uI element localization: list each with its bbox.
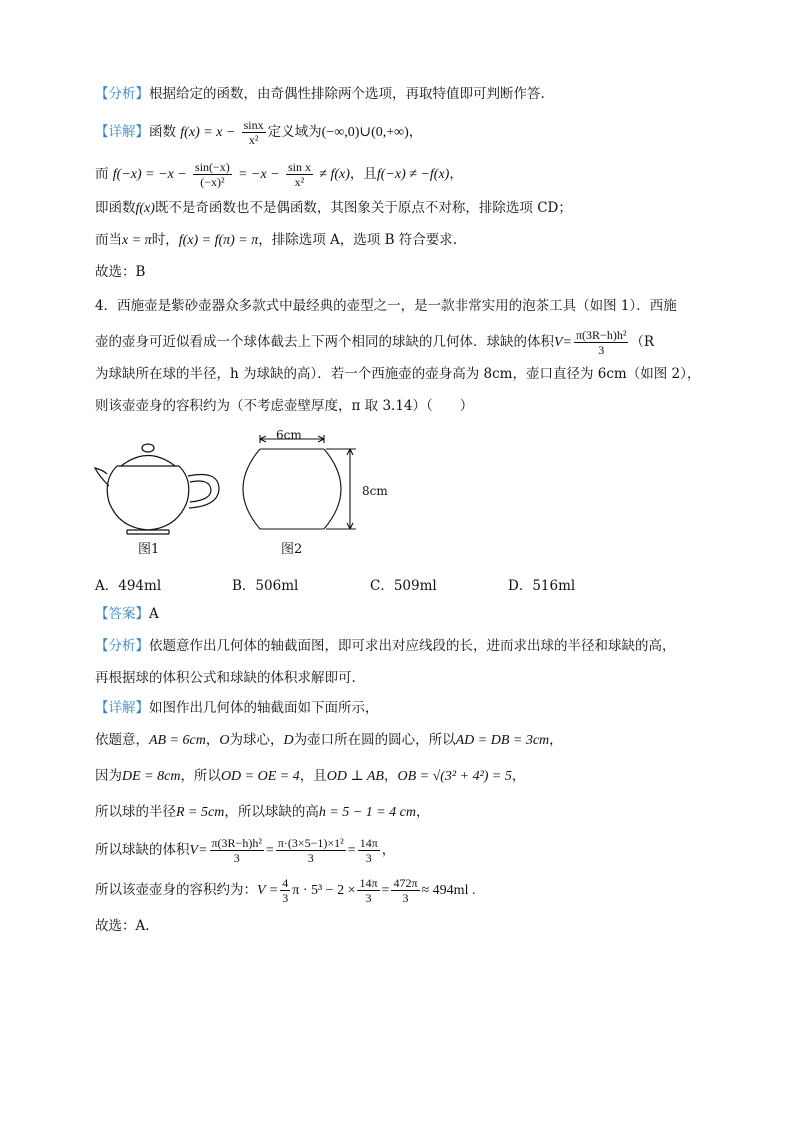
teapot-spout: [95, 468, 109, 486]
detail6-eq: =: [381, 883, 390, 898]
line3-frac1: [193, 160, 232, 189]
q4-answer-line: [95, 604, 159, 624]
line3-prefix: 而: [95, 166, 109, 182]
func-frac-den: x²: [248, 133, 259, 147]
domain-expr: (−∞,0)∪(0,+∞): [321, 125, 409, 140]
q4-final-answer: 故选：A.: [95, 918, 150, 934]
line3-expr-a: f(−x) = −x −: [112, 167, 187, 182]
detail3-expr2: OD = OE = 4: [220, 769, 300, 784]
detail2-o: O: [219, 733, 230, 748]
vessel-left-arc: [243, 449, 260, 529]
domain-text: 定义域为: [267, 124, 322, 140]
detail6-v: V =: [257, 883, 279, 898]
line5-prefix: 而当: [95, 232, 122, 248]
detail-prefix: 函数: [149, 124, 176, 140]
detail6-f2-num: 14π: [359, 876, 378, 890]
q4-detail-tag: 【详解】: [95, 700, 149, 716]
fig2-width-label: 6cm: [276, 428, 302, 442]
detail5-f3-den: 3: [365, 851, 372, 865]
line3-end: ，: [449, 166, 463, 182]
q4-detail-line2: [95, 730, 563, 751]
q4-analysis-line1: [95, 636, 676, 656]
detail6-f1-den: 3: [282, 891, 289, 905]
stem-volume-fraction: [574, 328, 628, 357]
func-expr: f(x) = x −: [180, 125, 236, 140]
analysis-text: 根据给定的函数，由奇偶性排除两个选项，再取特值即可判断作答.: [149, 86, 545, 102]
q4-stem-line3: 为球缺所在球的半径，h 为球缺的高）．若一个西施壶的壶身高为 8cm，壶口直径为 6cm（如图 2），: [95, 366, 701, 382]
q3-answer: 故选：B: [95, 264, 146, 280]
detail5-f3-num: 14π: [359, 836, 378, 850]
line4-text: 既不是奇函数也不是偶函数，其图象关于原点不对称，排除选项 CD；: [154, 200, 572, 216]
detail3-expr1: DE = 8cm: [122, 769, 181, 784]
answer-value: A: [149, 606, 159, 622]
stem-line2-a: 壶的壶身可近似看成一个球体截去上下两个相同的球缺的几何体．球缺的体积: [95, 334, 554, 350]
detail5-v: V=: [189, 843, 208, 858]
answer-tag: 【答案】: [95, 606, 149, 622]
detail2-b: ，: [205, 732, 220, 748]
detail3-e: ，: [511, 768, 526, 784]
detail5-f1-den: 3: [233, 851, 240, 865]
detail6-mid: π · 5³ − 2 ×: [292, 883, 356, 898]
line5-mid: 时，: [151, 232, 179, 248]
line3-frac1-num: sin(−x): [195, 160, 230, 174]
line3-frac2: [286, 160, 313, 189]
detail5-end: ，: [381, 842, 396, 858]
q3-detail-line1: [95, 118, 422, 147]
line3-expr-b: = −x −: [238, 167, 280, 182]
cross-section-figure: [232, 425, 372, 537]
detail6-f3-den: 3: [402, 891, 409, 905]
detail6-end: ≈ 494ml .: [421, 883, 476, 898]
q4-detail-line5: [95, 836, 395, 865]
q3-detail-line4: [95, 230, 457, 251]
q3-detail-line3: [95, 198, 572, 219]
detail5-frac1: [210, 836, 264, 865]
detail6-f3-num: 472π: [393, 876, 418, 890]
teapot-body: [107, 466, 189, 530]
detail2-expr2: AD = DB = 3cm: [455, 733, 550, 748]
q4-detail-line4: [95, 802, 430, 823]
fig2-height-label: 8cm: [362, 484, 388, 498]
option-b: B．506ml: [232, 578, 299, 594]
line3-frac2-den: x²: [294, 175, 305, 189]
stem-line2-v: V=: [554, 335, 572, 350]
detail5-f2-num: π·(3×5−1)×1²: [277, 836, 344, 850]
detail3-expr3: OD ⊥ AB: [326, 769, 384, 784]
fig2-caption: 图2: [281, 542, 303, 557]
line5-expr-b: f(x) = f(π) = π: [178, 233, 259, 248]
option-d: D．516ml: [508, 578, 576, 594]
domain-end: ，: [408, 124, 423, 140]
q4-detail-line1: [95, 698, 379, 718]
line3-mid: ，且: [349, 166, 377, 182]
fig1-caption: 图1: [138, 542, 160, 557]
detail2-a: 依题意，: [95, 732, 149, 748]
detail5-eq1: =: [265, 843, 274, 858]
detail4-expr1: R = 5cm: [176, 805, 225, 820]
q4-stem-line4: 则该壶壶身的容积约为（不考虑壶壁厚度，π 取 3.14）（ ）: [95, 398, 474, 414]
detail-tag: 【详解】: [95, 124, 149, 140]
detail5-frac2: [276, 836, 346, 865]
teapot-handle-outer: [188, 475, 219, 509]
q4-analysis-tag: 【分析】: [95, 638, 149, 654]
detail6-f2-den: 3: [365, 891, 372, 905]
detail5-frac3: [358, 836, 380, 865]
detail5-f2-den: 3: [307, 851, 314, 865]
line5-text: ，排除选项 A，选项 B 符合要求.: [258, 232, 458, 248]
detail4-a: 所以球的半径: [95, 804, 176, 820]
detail4-c: ，: [416, 804, 430, 820]
teapot-figure: [93, 440, 228, 536]
option-a: A．494ml: [95, 578, 162, 594]
detail5-eq2: =: [347, 843, 356, 858]
func-frac-num: sinx: [243, 118, 264, 132]
detail6-frac1: [280, 876, 290, 905]
detail2-expr1: AB = 6cm: [149, 733, 206, 748]
detail2-e: 为壶口所在圆的圆心，所以: [293, 732, 456, 748]
q4-analysis-text1: 依题意作出几何体的轴截面图，即可求出对应线段的长，进而求出球的半径和球缺的高，: [149, 638, 676, 654]
line5-expr-a: x = π: [122, 233, 152, 248]
detail4-expr2: h = 5 − 1 = 4 cm: [318, 805, 416, 820]
detail6-frac3: [391, 876, 419, 905]
analysis-tag: 【分析】: [95, 86, 149, 102]
teapot-lid: [121, 456, 175, 467]
teapot-lid-knob: [142, 444, 154, 452]
detail6-a: 所以该壶壶身的容积约为：: [95, 882, 257, 898]
q4-analysis-line2: 再根据球的体积公式和球缺的体积求解即可.: [95, 670, 356, 686]
line4-expr: f(x): [135, 201, 155, 216]
detail3-b: ，所以: [180, 768, 221, 784]
detail3-d: ，: [383, 768, 398, 784]
detail6-f1-num: 4: [282, 876, 289, 890]
detail5-a: 所以球缺的体积: [95, 842, 190, 858]
teapot-handle-inner: [190, 481, 211, 502]
detail5-f1-num: π(3R−h)h²: [211, 836, 262, 850]
detail2-d: D: [283, 733, 294, 748]
detail3-c: ，且: [299, 768, 327, 784]
line3-expr-c: ≠ f(x): [319, 167, 350, 182]
q4-stem-line1: 4．西施壶是紫砂壶器众多款式中最经典的壶型之一，是一款非常实用的泡茶工具（如图 1）．西施: [95, 298, 677, 314]
q4-detail-line6: [95, 876, 475, 905]
q4-detail-text1: 如图作出几何体的轴截面如下面所示，: [149, 700, 379, 716]
q4-stem-line2: [95, 328, 654, 357]
detail3-a: 因为: [95, 768, 122, 784]
stem-line2-b: （R: [630, 334, 655, 350]
q3-detail-line2: [95, 160, 463, 189]
detail2-f: ，: [549, 732, 563, 748]
vessel-right-arc: [324, 449, 341, 529]
line3-expr-d: f(−x) ≠ −f(x): [376, 167, 450, 182]
detail6-frac2: [357, 876, 379, 905]
line3-frac2-num: sin x: [287, 160, 311, 174]
line4-prefix: 即函数: [95, 200, 136, 216]
line3-frac1-den: (−x)²: [200, 175, 225, 189]
stem-frac-num: π(3R−h)h²: [576, 328, 627, 342]
option-c: C．509ml: [370, 578, 437, 594]
q4-detail-line3: [95, 766, 525, 787]
detail4-b: ，所以球缺的高: [224, 804, 319, 820]
func-fraction: [242, 118, 266, 147]
q3-analysis-line: [95, 84, 545, 104]
stem-frac-den: 3: [598, 343, 605, 357]
detail3-expr4: OB = √(3² + 4²) = 5: [397, 769, 512, 784]
detail2-c: 为球心，: [229, 732, 284, 748]
